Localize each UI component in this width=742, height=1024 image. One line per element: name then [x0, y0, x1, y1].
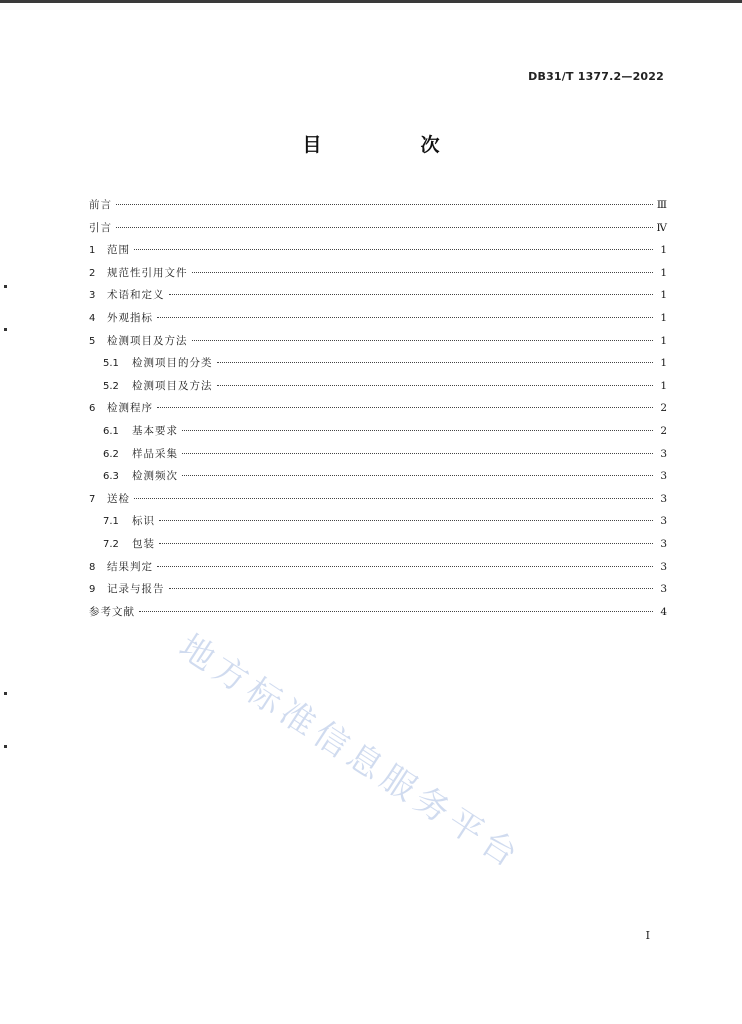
toc-entry-page: 3 [660, 560, 667, 573]
page-title: 目 次 [302, 134, 480, 156]
toc-dot-leader [157, 317, 653, 318]
toc-entry-label: 检测频次 [132, 470, 178, 483]
toc-entry-page: 3 [660, 470, 667, 483]
toc-dot-leader [182, 453, 653, 454]
toc-entry[interactable] [89, 194, 667, 217]
toc-dot-leader [159, 543, 653, 544]
toc-entry-number: 9 [89, 584, 96, 596]
scan-margin-mark [4, 692, 7, 695]
toc-dot-leader [157, 566, 653, 567]
watermark: 地方标准信息服务平台 [171, 626, 530, 879]
toc-entry-page: 3 [660, 537, 667, 550]
toc-entry-number: 2 [89, 267, 96, 279]
toc-entry[interactable] [89, 420, 667, 443]
toc-entry[interactable] [89, 556, 667, 579]
toc-dot-leader [134, 249, 653, 250]
toc-dot-leader [217, 362, 654, 363]
toc-dot-leader [192, 340, 654, 341]
toc-entry[interactable] [89, 352, 667, 375]
toc-entry-label: 术语和定义 [107, 289, 165, 302]
toc-dot-leader [182, 430, 653, 431]
toc-entry-number: 1 [89, 245, 96, 257]
toc-entry[interactable] [89, 533, 667, 556]
toc-entry-label: 基本要求 [132, 424, 178, 437]
scan-margin-mark [4, 328, 7, 331]
toc-entry[interactable] [89, 601, 667, 624]
toc-entry-label: 检测项目的分类 [132, 357, 213, 370]
toc-entry-number: 6.3 [103, 471, 119, 483]
toc-entry-number: 6 [89, 403, 96, 415]
toc-entry-number: 5.2 [103, 380, 119, 392]
toc-dot-leader [139, 611, 653, 612]
toc-entry-page: 1 [660, 334, 667, 347]
toc-entry[interactable] [89, 578, 667, 601]
toc-entry-label: 检测项目及方法 [132, 379, 213, 392]
toc-entry-label: 送检 [107, 492, 130, 505]
toc-entry-number: 6.2 [103, 448, 119, 460]
toc-dot-leader [192, 272, 654, 273]
toc-entry-page: 3 [660, 492, 667, 505]
toc-entry-page: 1 [660, 311, 667, 324]
toc-entry[interactable] [89, 330, 667, 353]
toc-entry[interactable] [89, 375, 667, 398]
toc-entry[interactable] [89, 284, 667, 307]
toc-entry-page: 4 [660, 605, 667, 618]
toc-dot-leader [217, 385, 654, 386]
toc-entry[interactable] [89, 510, 667, 533]
toc-entry[interactable] [89, 307, 667, 330]
table-of-contents [89, 194, 667, 623]
toc-entry-label: 检测程序 [107, 402, 153, 415]
toc-entry-label: 范围 [107, 244, 130, 257]
toc-entry-page: 1 [660, 266, 667, 279]
toc-entry-page: 2 [660, 402, 667, 415]
toc-entry-label: 结果判定 [107, 560, 153, 573]
toc-entry-label: 包装 [132, 537, 155, 550]
toc-entry-page: 3 [660, 515, 667, 528]
toc-dot-leader [159, 520, 653, 521]
toc-entry-page: 1 [660, 244, 667, 257]
toc-entry-label: 参考文献 [89, 605, 135, 618]
toc-entry-page: 3 [660, 583, 667, 596]
toc-entry-label: 引言 [89, 221, 112, 234]
toc-entry-label: 标识 [132, 515, 155, 528]
toc-dot-leader [169, 588, 654, 589]
toc-dot-leader [169, 294, 654, 295]
toc-entry-page: 3 [660, 447, 667, 460]
toc-entry-label: 检测项目及方法 [107, 334, 188, 347]
toc-dot-leader [182, 475, 653, 476]
page-number: I [645, 929, 650, 942]
toc-entry[interactable] [89, 262, 667, 285]
toc-entry[interactable] [89, 465, 667, 488]
toc-entry[interactable] [89, 217, 667, 240]
toc-entry-number: 8 [89, 561, 96, 573]
scan-margin-mark [4, 285, 7, 288]
toc-entry-number: 5 [89, 335, 96, 347]
toc-dot-leader [134, 498, 653, 499]
toc-entry[interactable] [89, 443, 667, 466]
toc-dot-leader [116, 227, 653, 228]
toc-entry-number: 4 [89, 312, 96, 324]
toc-entry-number: 5.1 [103, 358, 119, 370]
toc-entry-label: 前言 [89, 199, 112, 211]
document-code: DB31/T 1377.2—2022 [528, 70, 664, 83]
toc-entry-page: 1 [660, 289, 667, 302]
toc-dot-leader [157, 407, 653, 408]
toc-entry-label: 样品采集 [132, 447, 178, 460]
top-border-rule [0, 0, 742, 3]
toc-dot-leader [116, 204, 653, 205]
toc-entry[interactable] [89, 397, 667, 420]
toc-entry[interactable] [89, 239, 667, 262]
toc-entry[interactable] [89, 488, 667, 511]
toc-entry-page: Ⅲ [656, 199, 667, 211]
toc-entry-page: 2 [660, 424, 667, 437]
toc-entry-number: 3 [89, 290, 96, 302]
toc-entry-number: 7.1 [103, 516, 119, 528]
toc-entry-label: 外观指标 [107, 311, 153, 324]
toc-entry-page: 1 [660, 357, 667, 370]
toc-entry-number: 7.2 [103, 538, 119, 550]
scan-margin-mark [4, 745, 7, 748]
toc-entry-page: Ⅳ [656, 221, 667, 234]
toc-entry-number: 6.1 [103, 425, 119, 437]
toc-entry-label: 记录与报告 [107, 583, 165, 596]
toc-entry-page: 1 [660, 379, 667, 392]
toc-entry-label: 规范性引用文件 [107, 266, 188, 279]
toc-entry-number: 7 [89, 493, 96, 505]
